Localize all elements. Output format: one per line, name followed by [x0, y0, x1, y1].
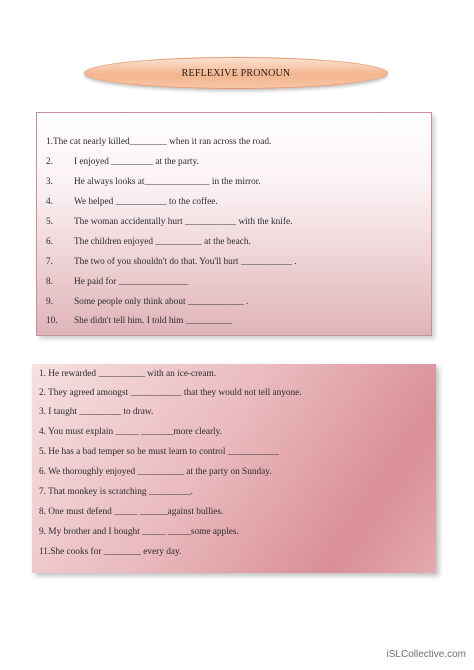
- exercise-box-2: [32, 364, 436, 573]
- question-text: Some people only think about ____________ .: [74, 297, 249, 307]
- question-number: 10.: [46, 316, 58, 326]
- question-text: He always looks at______________ in the mirror.: [74, 177, 261, 187]
- question-text: 8. One must defend _____ ______against bullies.: [39, 507, 224, 517]
- question-text: 5. He has a bad temper so he must learn to control ___________: [39, 447, 279, 457]
- question-text: 11.She cooks for ________ every day.: [39, 547, 182, 557]
- question-number: 8.: [46, 277, 53, 287]
- question-number: 4.: [46, 197, 53, 207]
- question-text: 9. My brother and I bought _____ _____some apples.: [39, 527, 239, 537]
- question-text: 2. They agreed amongst ___________ that they would not tell anyone.: [39, 388, 302, 398]
- question-text: 4. You must explain _____ _______more clearly.: [39, 427, 222, 437]
- question-number: 9.: [46, 297, 53, 307]
- question-text: We helped ___________ to the coffee.: [74, 197, 218, 207]
- question-text: 1.The cat nearly killed________ when it ran across the road.: [46, 137, 272, 147]
- question-text: 1. He rewarded __________ with an ice-cream.: [39, 369, 217, 379]
- question-number: 3.: [46, 177, 53, 187]
- question-text: 7. That monkey is scratching _________.: [39, 487, 193, 497]
- question-number: 6.: [46, 237, 53, 247]
- title-banner: [84, 57, 388, 89]
- question-text: I enjoyed _________ at the party.: [74, 157, 199, 167]
- question-text: He paid for _______________: [74, 277, 189, 287]
- question-number: 2.: [46, 157, 53, 167]
- exercise-box-1: [36, 112, 432, 336]
- question-text: The woman accidentally hurt ___________ with the knife.: [74, 217, 293, 227]
- question-number: 7.: [46, 257, 53, 267]
- question-text: The children enjoyed __________ at the beach.: [74, 237, 251, 247]
- question-text: She didn't tell him. I told him __________: [74, 316, 233, 326]
- site-watermark: iSLCollective.com: [386, 649, 466, 660]
- question-text: 6. We thoroughly enjoyed __________ at the party on Sunday.: [39, 467, 272, 477]
- page-title: REFLEXIVE PRONOUN: [181, 67, 291, 79]
- question-text: The two of you shouldn't do that. You'll hurt ___________ .: [74, 257, 297, 267]
- question-number: 5.: [46, 217, 53, 227]
- question-text: 3. I taught _________ to draw.: [39, 407, 154, 417]
